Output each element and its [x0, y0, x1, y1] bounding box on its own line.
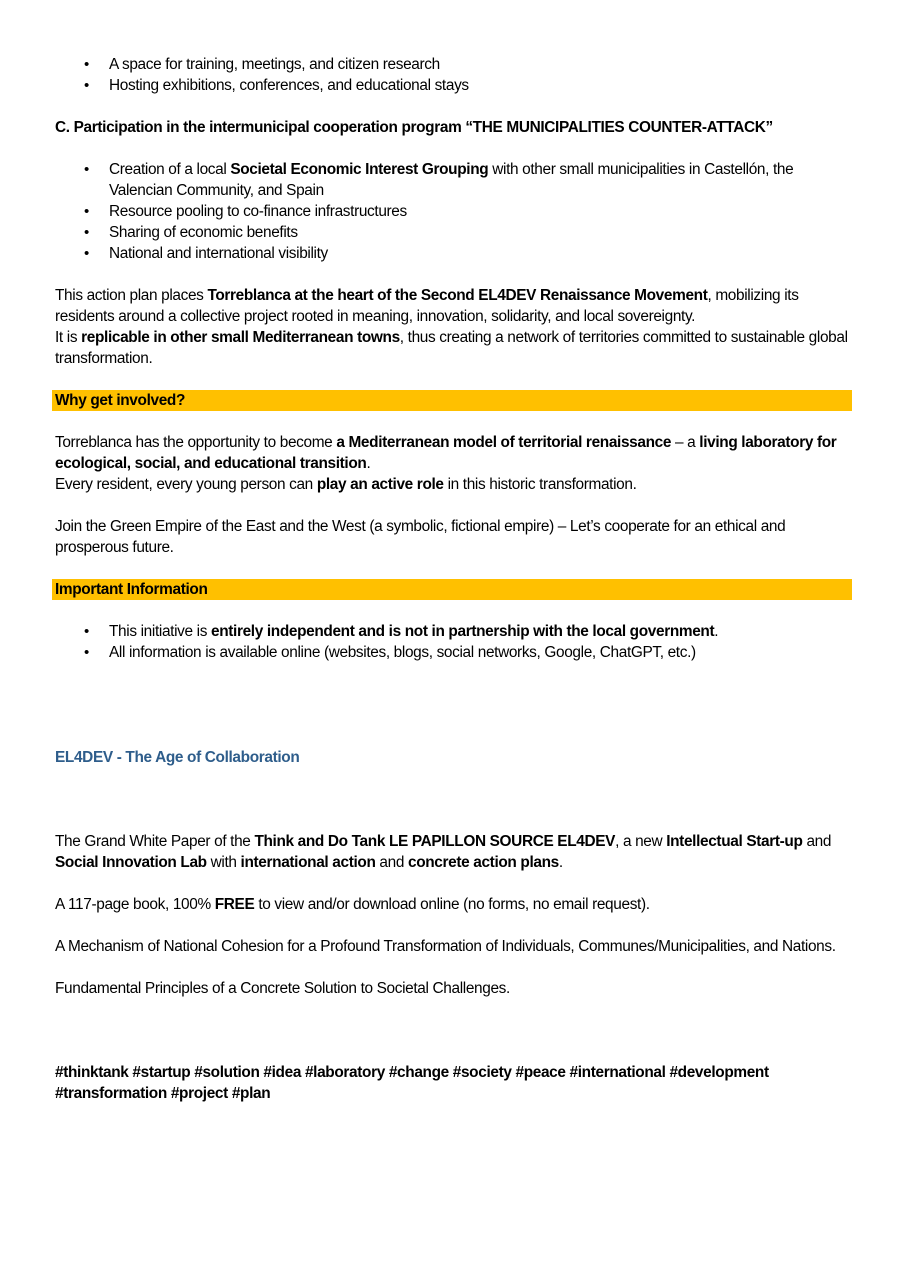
list-item: • Sharing of economic benefits [55, 222, 855, 243]
cooperation-list [55, 159, 855, 264]
replicable-paragraph: It is replicable in other small Mediterranean towns, thus creating a network of territories committed to sustainable global transformation. [55, 329, 848, 367]
facility-list [55, 54, 855, 96]
list-item: • Creation of a local Societal Economic Interest Grouping with other small municipalities in Castellón, the Valencian Community, and Spain [55, 159, 855, 201]
list-item: • Hosting exhibitions, conferences, and educational stays [55, 75, 855, 96]
green-empire-paragraph: Join the Green Empire of the East and the West (a symbolic, fictional empire) – Let’s cooperate for an ethical and prosperous future. [55, 518, 786, 556]
section-c-heading: C. Participation in the intermunicipal cooperation program “THE MUNICIPALITIES COUNTER-ATTACK” [55, 119, 773, 136]
list-item: • This initiative is entirely independent and is not in partnership with the local government. [55, 621, 855, 642]
important-information-heading: Important Information [52, 579, 852, 600]
cohesion-paragraph: A Mechanism of National Cohesion for a Profound Transformation of Individuals, Communes/Municipalities, and Nations. [55, 938, 836, 955]
white-paper-paragraph: The Grand White Paper of the Think and Do Tank LE PAPILLON SOURCE EL4DEV, a new Intellectual Start-up and Social Innovation Lab with international action and concrete action plans. [55, 833, 832, 871]
active-role-paragraph: Every resident, every young person can play an active role in this historic transformation. [55, 476, 637, 493]
hashtags: #thinktank #startup #solution #idea #laboratory #change #society #peace #international #development #transformation #project #plan [55, 1064, 769, 1102]
action-plan-paragraph: This action plan places Torreblanca at the heart of the Second EL4DEV Renaissance Movement, mobilizing its residents around a collective project rooted in meaning, innovation, solidarity, and local sovereignty. [55, 287, 799, 325]
el4dev-heading: EL4DEV - The Age of Collaboration [55, 749, 300, 766]
document-page [55, 54, 855, 1104]
principles-paragraph: Fundamental Principles of a Concrete Solution to Societal Challenges. [55, 980, 510, 997]
list-item: • National and international visibility [55, 243, 855, 264]
important-list [55, 621, 855, 663]
list-item: • Resource pooling to co-finance infrastructures [55, 201, 855, 222]
opportunity-paragraph: Torreblanca has the opportunity to become a Mediterranean model of territorial renaissance – a living laboratory for ecological, social, and educational transition. [55, 434, 837, 472]
list-item: • A space for training, meetings, and citizen research [55, 54, 855, 75]
list-item: • All information is available online (websites, blogs, social networks, Google, ChatGPT, etc.) [55, 642, 855, 663]
free-book-paragraph: A 117-page book, 100% FREE to view and/or download online (no forms, no email request). [55, 896, 650, 913]
why-get-involved-heading: Why get involved? [52, 390, 852, 411]
